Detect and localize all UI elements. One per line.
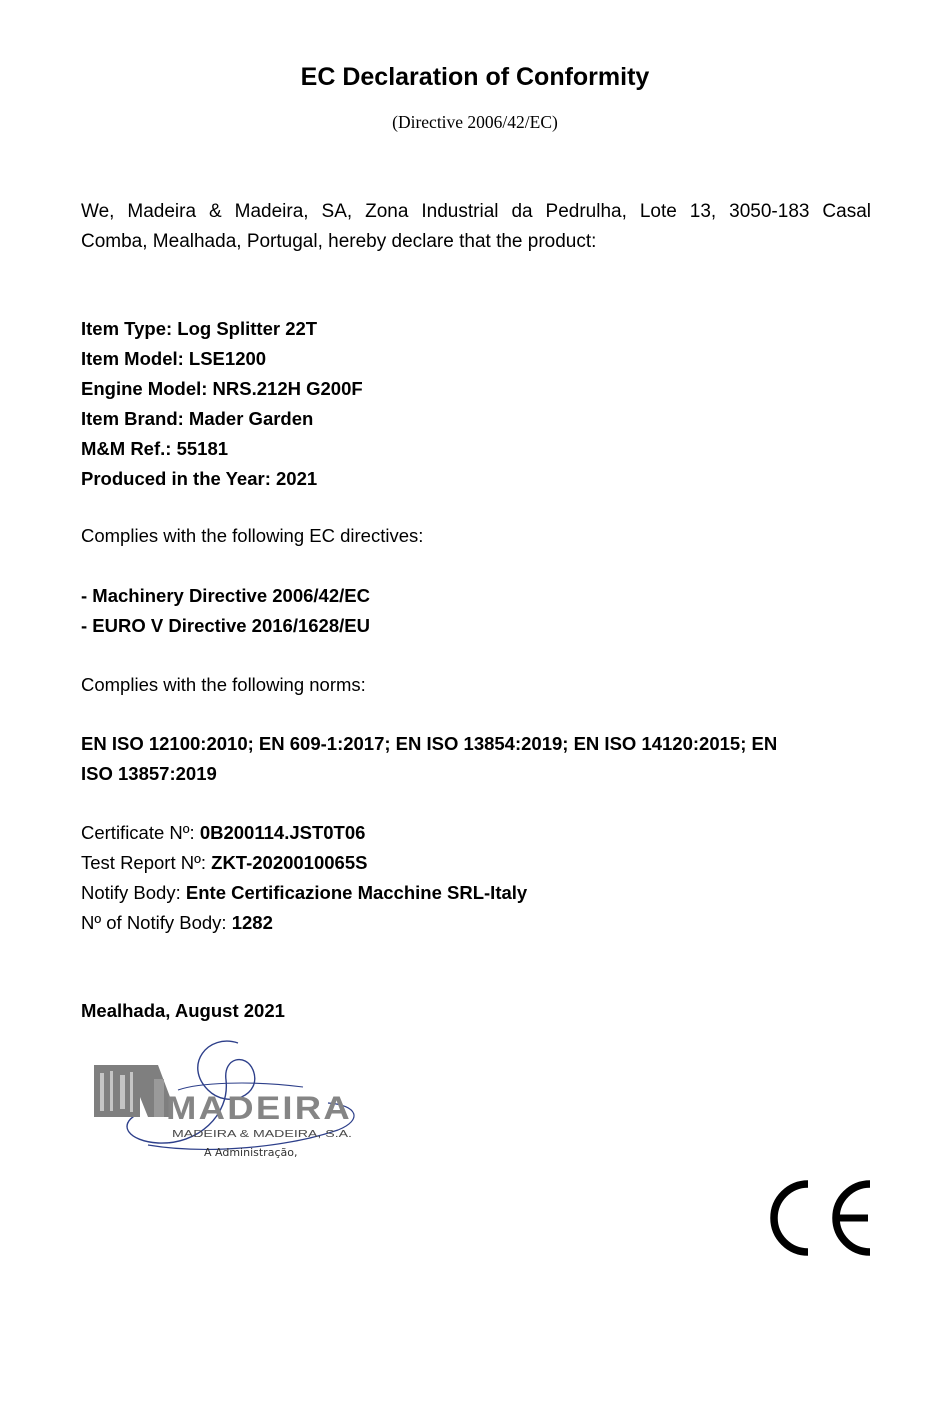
norms-line-1: EN ISO 12100:2010; EN 609-1:2017; EN ISO 13854:2019; EN ISO 14120:2015; EN <box>81 733 778 754</box>
item-type: Item Type: Log Splitter 22T <box>81 318 318 339</box>
certificate-row <box>81 818 881 848</box>
norms-line-2: ISO 13857:2019 <box>81 763 217 784</box>
stamp-logo-text: MADEIRA <box>166 1090 352 1126</box>
product-details <box>81 314 881 494</box>
notify-body-number-label: Nº of Notify Body: <box>81 912 232 933</box>
engine-model: Engine Model: NRS.212H G200F <box>81 378 363 399</box>
certificate-value: 0B200114.JST0T06 <box>199 822 366 843</box>
produced-year: Produced in the Year: 2021 <box>81 468 318 489</box>
stamp-signature-note: A Administração, <box>204 1146 298 1159</box>
test-report-label: Test Report Nº: <box>81 852 212 873</box>
directives-intro: Complies with the following EC directives: <box>81 525 424 546</box>
directive-item: - EURO V Directive 2016/1628/EU <box>81 615 370 636</box>
notify-body-row <box>81 878 881 908</box>
notify-body-number-value: 1282 <box>231 912 273 933</box>
document-title: EC Declaration of Conformity <box>300 63 650 91</box>
intro-line-2: Comba, Mealhada, Portugal, hereby declare that the product: <box>81 231 597 252</box>
notify-body-value: Ente Certificazione Macchine SRL-Italy <box>185 882 528 903</box>
stamp-company: MADEIRA & MADEIRA, S.A. <box>172 1128 352 1140</box>
certificate-label: Certificate Nº: <box>81 822 200 843</box>
company-stamp-icon <box>88 1035 368 1170</box>
norms-intro: Complies with the following norms: <box>81 674 366 695</box>
directives-list <box>81 581 881 641</box>
test-report-value: ZKT-2020010065S <box>211 852 368 873</box>
intro-paragraph <box>81 197 871 257</box>
place-date: Mealhada, August 2021 <box>81 1000 285 1021</box>
intro-line-1: We, Madeira & Madeira, SA, Zona Industrial da Pedrulha, Lote 13, 3050-183 Casal <box>81 201 871 222</box>
item-brand: Item Brand: Mader Garden <box>81 408 314 429</box>
item-model: Item Model: LSE1200 <box>81 348 267 369</box>
directive-item: - Machinery Directive 2006/42/EC <box>81 585 370 606</box>
norms-list <box>81 729 871 789</box>
ce-mark-icon <box>770 1180 874 1256</box>
notify-body-label: Notify Body: <box>81 882 186 903</box>
notify-body-number-row <box>81 908 881 938</box>
mm-ref: M&M Ref.: 55181 <box>81 438 229 459</box>
test-report-row <box>81 848 881 878</box>
certificate-details <box>81 818 881 938</box>
document-subtitle: (Directive 2006/42/EC) <box>392 112 558 132</box>
